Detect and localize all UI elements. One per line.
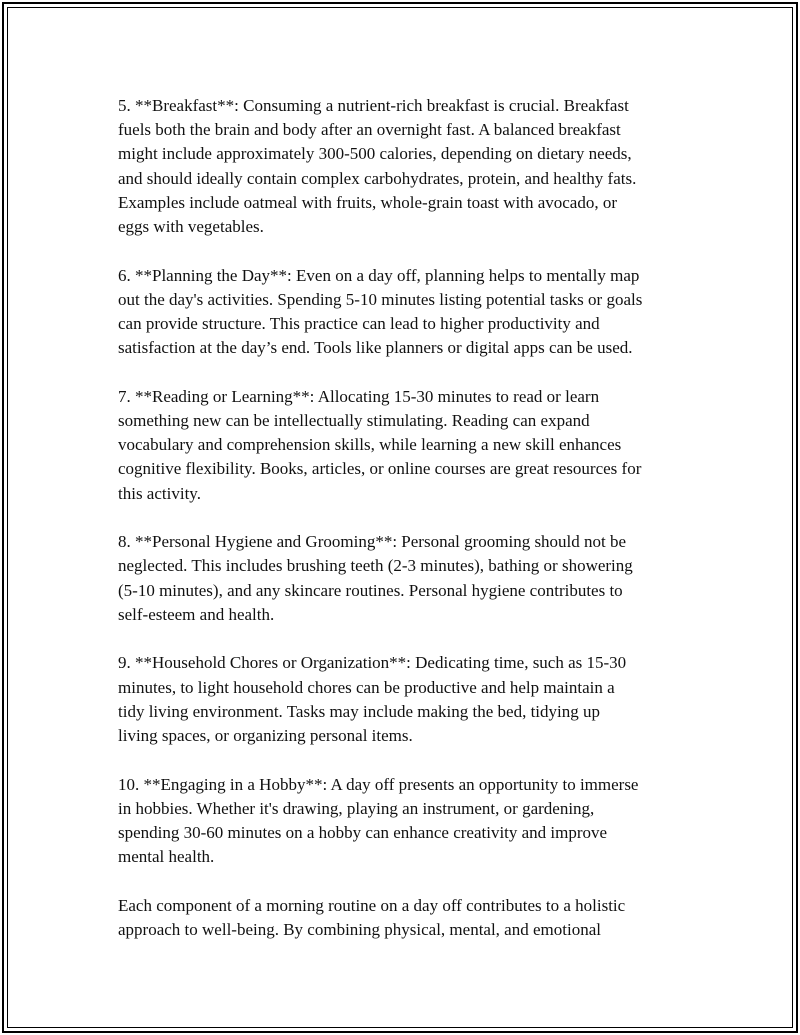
paragraph-personal-hygiene: 8. **Personal Hygiene and Grooming**: Personal grooming should not be neglected. This includes brushing teeth (2-3 minutes), bathing or showering (5-10 minutes), and any skincare routines. Personal hygiene contributes to self-esteem and health. [118, 532, 633, 624]
paragraph-household-chores: 9. **Household Chores or Organization**: Dedicating time, such as 15-30 minutes, to light household chores can be productive and help maintain a tidy living environment. Tasks may include making the bed, tidying up living spaces, or organizing personal items. [118, 653, 627, 746]
paragraph-breakfast: 5. **Breakfast**: Consuming a nutrient-rich breakfast is crucial. Breakfast fuels both the brain and body after an overnight fast. A balanced breakfast might include approximately 300-500 calories, depending on dietary needs, and should ideally contain complex carbohydrates, protein, and healthy fats. Examples include oatmeal with fruits, whole-grain toast with avocado, or eggs with vegetables. [118, 96, 637, 237]
paragraph-conclusion: Each component of a morning routine on a day off contributes to a holistic approach to well-being. By combining physical, mental, and emotional [118, 895, 626, 940]
paragraph-reading-or-learning: 7. **Reading or Learning**: Allocating 15-30 minutes to read or learn something new can be intellectually stimulating. Reading can expand vocabulary and comprehension skills, while learning a new skill enhances cognitive flexibility. Books, articles, or online courses are great resources for this activity. [118, 386, 642, 503]
document-body [118, 94, 698, 967]
paragraph-planning-the-day: 6. **Planning the Day**: Even on a day off, planning helps to mentally map out the day's activities. Spending 5-10 minutes listing potential tasks or goals can provide structure. This practice can lead to higher productivity and satisfaction at the day’s end. Tools like planners or digital apps can be used. [118, 265, 643, 358]
paragraph-engaging-in-hobby: 10. **Engaging in a Hobby**: A day off presents an opportunity to immerse in hobbies. Whether it's drawing, playing an instrument, or gardening, spending 30-60 minutes on a hobby can enhance creativity and improve mental health. [118, 774, 639, 867]
